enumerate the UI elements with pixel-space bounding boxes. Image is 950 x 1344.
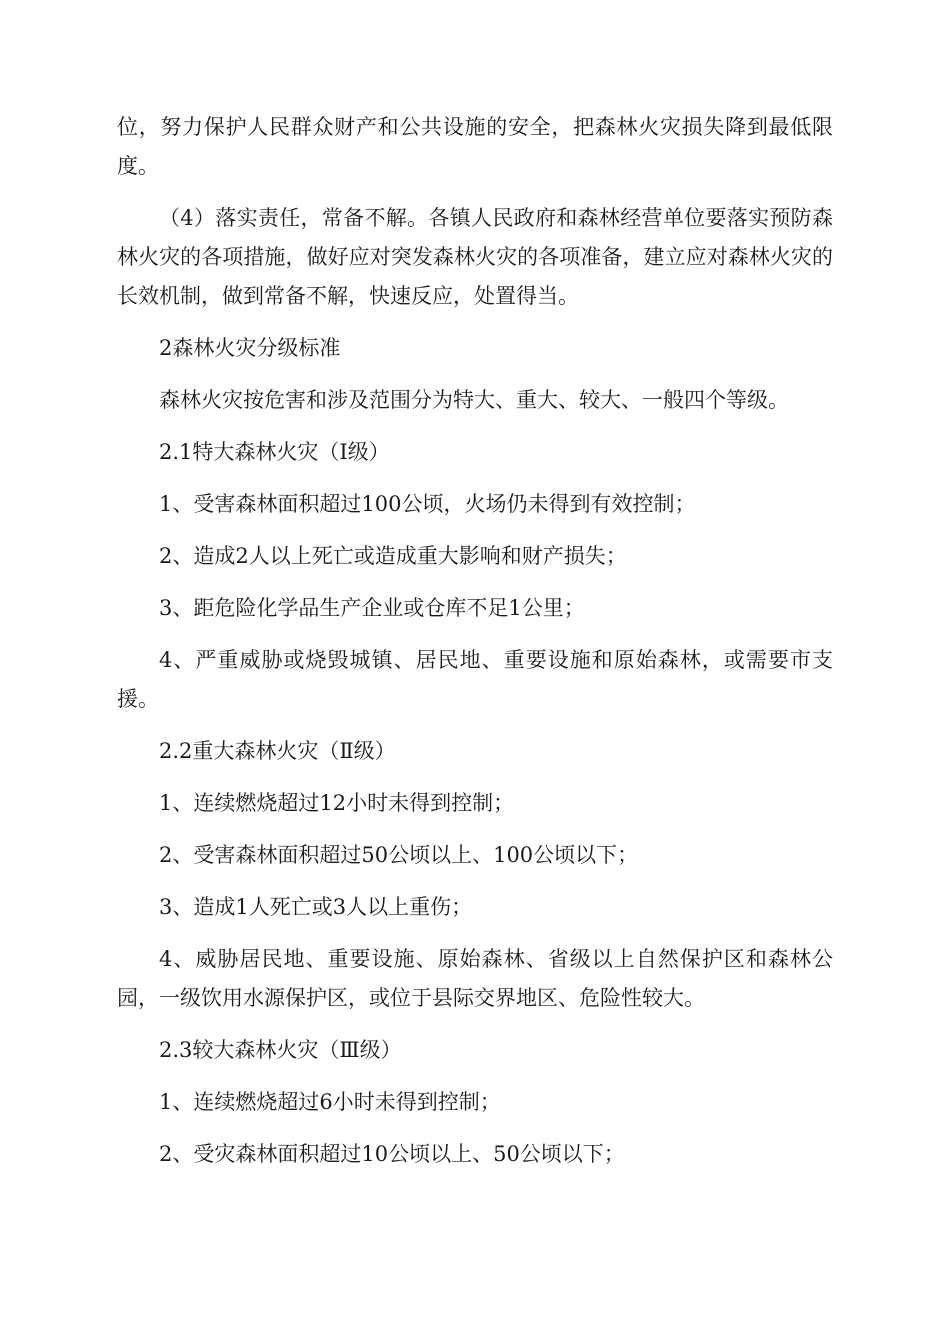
list-item-level-2-criterion-3: 3、造成1人死亡或3人以上重伤；: [159, 895, 473, 919]
list-item-level-1-criterion-2: 2、造成2人以上死亡或造成重大影响和财产损失；: [159, 544, 627, 568]
document-body: [117, 108, 833, 1174]
list-item-level-3-criterion-1: 1、连续燃烧超过6小时未得到控制；: [159, 1090, 501, 1114]
paragraph-responsibility: （4）落实责任，常备不解。各镇人民政府和森林经营单位要落实预防森林火灾的各项措施，做好应对突发森林火灾的各项准备，建立应对森林火灾的长效机制，做到常备不解，快速反应，处置得当。: [117, 206, 833, 308]
list-item-level-1-criterion-3: 3、距危险化学品生产企业或仓库不足1公里；: [159, 596, 585, 620]
subsection-heading-level-1: 2.1特大森林火灾（Ⅰ级）: [159, 440, 390, 464]
section-heading-fire-grading: 2森林火灾分级标准: [159, 336, 341, 360]
subsection-heading-level-2: 2.2重大森林火灾（Ⅱ级）: [159, 739, 396, 763]
list-item-level-2-criterion-4: 4、威胁居民地、重要设施、原始森林、省级以上自然保护区和森林公园，一级饮用水源保护区，或位于县际交界地区、危险性较大。: [117, 947, 833, 1010]
list-item-level-2-criterion-1: 1、连续燃烧超过12小时未得到控制；: [159, 791, 515, 815]
list-item-level-3-criterion-2: 2、受灾森林面积超过10公顷以上、50公顷以下；: [159, 1142, 625, 1166]
subsection-heading-level-3: 2.3较大森林火灾（Ⅲ级）: [159, 1038, 402, 1062]
list-item-level-1-criterion-4: 4、严重威胁或烧毁城镇、居民地、重要设施和原始森林，或需要市支援。: [117, 648, 833, 711]
list-item-level-2-criterion-2: 2、受害森林面积超过50公顷以上、100公顷以下；: [159, 843, 639, 867]
list-item-level-1-criterion-1: 1、受害森林面积超过100公顷，火场仍未得到有效控制；: [159, 492, 696, 516]
paragraph-continuation: 位，努力保护人民群众财产和公共设施的安全，把森林火灾损失降到最低限度。: [117, 115, 833, 178]
paragraph-grading-intro: 森林火灾按危害和涉及范围分为特大、重大、较大、一般四个等级。: [159, 388, 789, 412]
